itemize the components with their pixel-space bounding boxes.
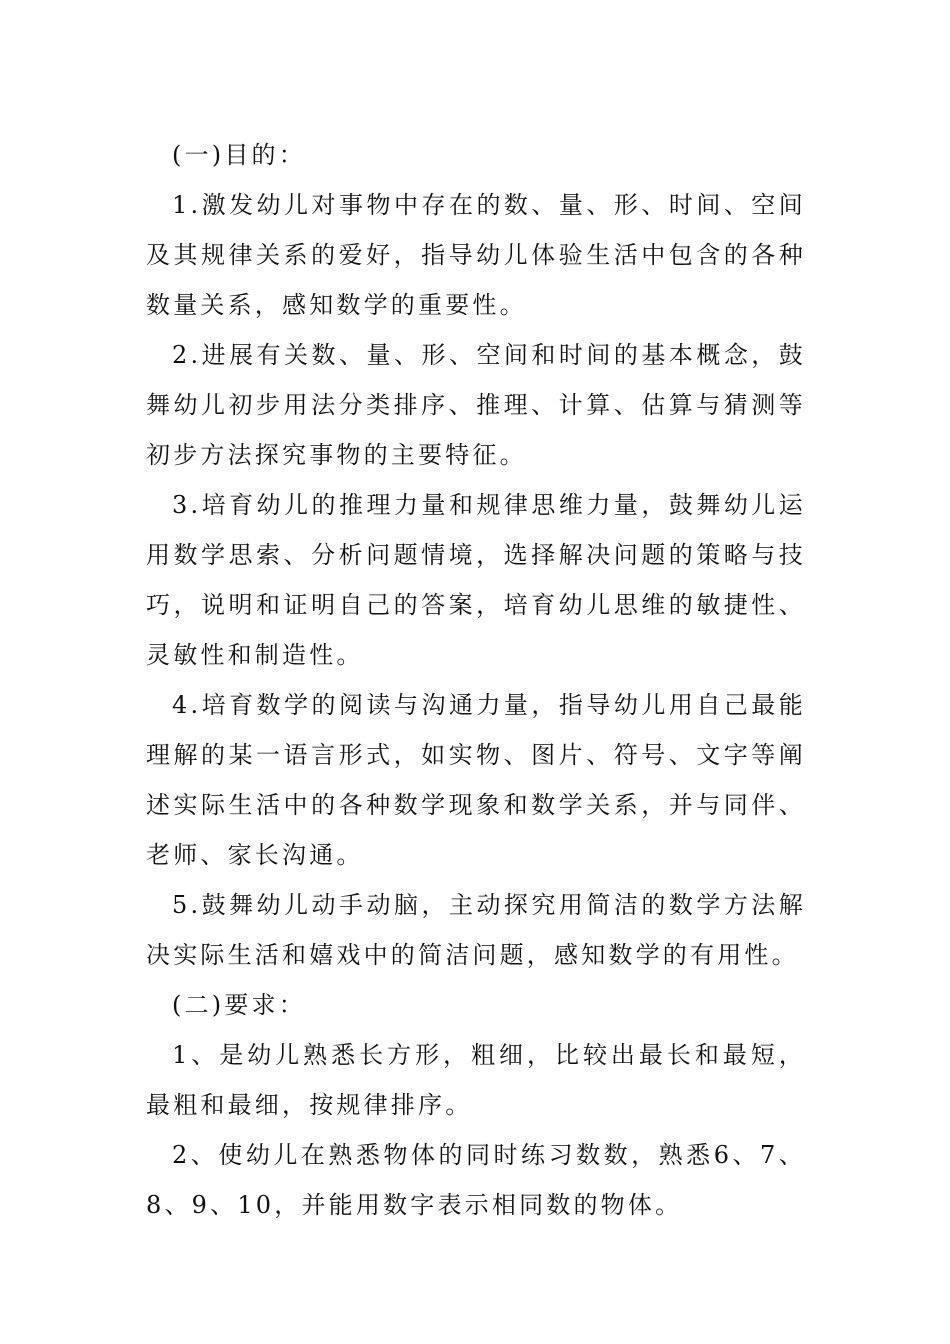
requirement-item-2: 2、使幼儿在熟悉物体的同时练习数数，熟悉6、7、8、9、10，并能用数字表示相同数的物体。	[146, 1141, 806, 1219]
purpose-item-5: 5.鼓舞幼儿动手动脑，主动探究用简洁的数学方法解决实际生活和嬉戏中的简洁问题，感知数学的有用性。	[146, 891, 806, 969]
purpose-item-4: 4.培育数学的阅读与沟通力量，指导幼儿用自己最能理解的某一语言形式，如实物、图片、符号、文字等阐述实际生活中的各种数学现象和数学关系，并与同伴、老师、家长沟通。	[146, 691, 806, 869]
purpose-item-3: 3.培育幼儿的推理力量和规律思维力量，鼓舞幼儿运用数学思索、分析问题情境，选择解决问题的策略与技巧，说明和证明自己的答案，培育幼儿思维的敏捷性、灵敏性和制造性。	[146, 491, 806, 669]
requirement-item-1: 1、是幼儿熟悉长方形，粗细，比较出最长和最短，最粗和最细，按规律排序。	[146, 1041, 806, 1119]
purpose-item-1: 1.激发幼儿对事物中存在的数、量、形、时间、空间及其规律关系的爱好，指导幼儿体验生活中包含的各种数量关系，感知数学的重要性。	[146, 191, 806, 319]
section-heading-purpose: (一)目的：	[172, 141, 306, 169]
section-heading-requirements: (二)要求：	[172, 991, 306, 1019]
document-body	[146, 130, 806, 1230]
purpose-item-2: 2.进展有关数、量、形、空间和时间的基本概念，鼓舞幼儿初步用法分类排序、推理、计算、估算与猜测等初步方法探究事物的主要特征。	[146, 341, 806, 469]
